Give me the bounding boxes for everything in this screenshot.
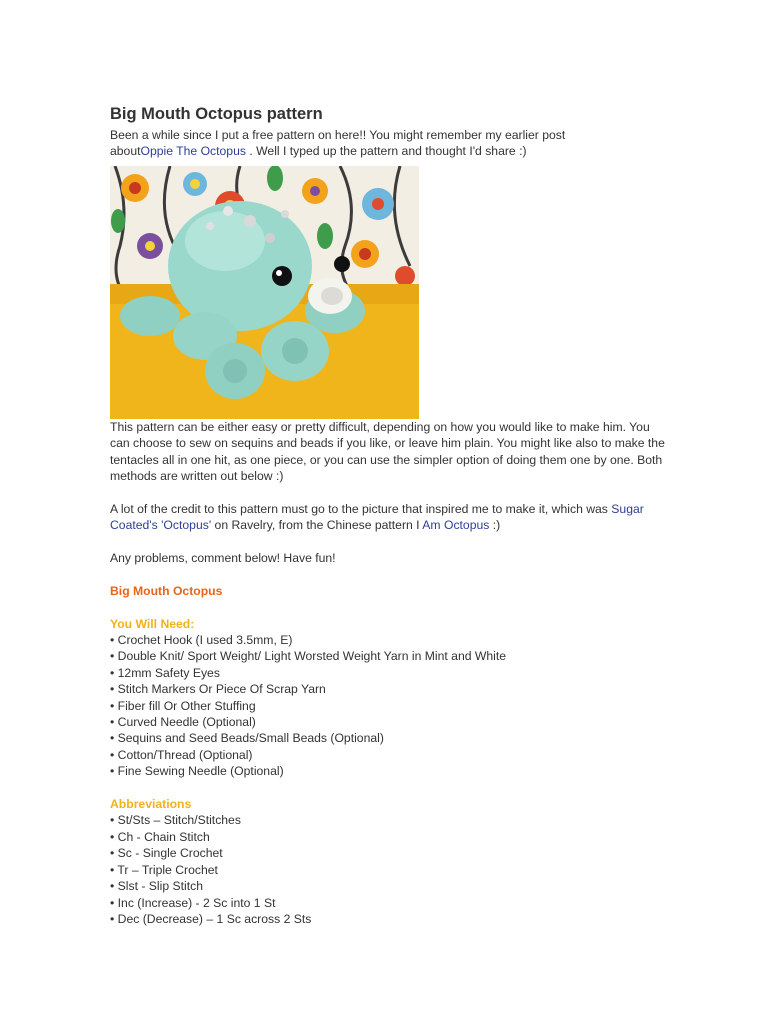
document-page bbox=[110, 104, 670, 927]
list-item: • Double Knit/ Sport Weight/ Light Worsted Weight Yarn in Mint and White bbox=[110, 649, 507, 664]
credits-text-2: on Ravelry, from the Chinese pattern I bbox=[211, 518, 423, 533]
list-item: • Cotton/Thread (Optional) bbox=[110, 747, 253, 762]
list-item: • Ch - Chain Stitch bbox=[110, 829, 210, 844]
list-item: • Fiber fill Or Other Stuffing bbox=[110, 698, 256, 713]
credits-paragraph bbox=[110, 501, 670, 534]
list-item: • Stitch Markers Or Piece Of Scrap Yarn bbox=[110, 682, 326, 697]
description-paragraph: This pattern can be either easy or pretty difficult, depending on how you would like to make him. You can choose to sew on sequins and beads if you like, or leave him plain. You might like also to make the tentacles all in one hit, as one piece, or you can use the simpler option of doing them one by one. Both methods are written out below :) bbox=[110, 419, 665, 484]
list-item: • Fine Sewing Needle (Optional) bbox=[110, 764, 284, 779]
list-item: • Tr – Triple Crochet bbox=[110, 862, 218, 877]
you-will-need-heading: You Will Need: bbox=[110, 616, 195, 631]
list-item: • 12mm Safety Eyes bbox=[110, 665, 220, 680]
list-item: • Dec (Decrease) – 1 Sc across 2 Sts bbox=[110, 911, 312, 926]
abbreviations-list bbox=[110, 812, 670, 927]
intro-line-2-prefix: about bbox=[110, 144, 141, 159]
comment-paragraph: Any problems, comment below! Have fun! bbox=[110, 551, 336, 566]
pattern-heading: Big Mouth Octopus bbox=[110, 583, 223, 598]
credits-text-1: A lot of the credit to this pattern must go to the picture that inspired me to make it, which was bbox=[110, 501, 612, 516]
list-item: • Inc (Increase) - 2 Sc into 1 St bbox=[110, 895, 276, 910]
post-title: Big Mouth Octopus pattern bbox=[110, 105, 323, 123]
octopus-photo bbox=[110, 166, 419, 419]
abbreviations-heading: Abbreviations bbox=[110, 797, 192, 812]
list-item: • Curved Needle (Optional) bbox=[110, 715, 256, 730]
materials-list bbox=[110, 632, 670, 780]
list-item: • Sequins and Seed Beads/Small Beads (Optional) bbox=[110, 731, 384, 746]
oppie-the-octopus-link[interactable]: Oppie The Octopus bbox=[140, 144, 246, 159]
intro-paragraph bbox=[110, 127, 670, 160]
list-item: • Sc - Single Crochet bbox=[110, 846, 223, 861]
am-octopus-link[interactable]: Am Octopus bbox=[422, 518, 490, 533]
sugar-coated-octopus-link[interactable]: Sugar Coated's 'Octopus' bbox=[110, 501, 644, 533]
list-item: • Crochet Hook (I used 3.5mm, E) bbox=[110, 633, 293, 648]
intro-line-1: Been a while since I put a free pattern on here!! You might remember my earlier post bbox=[110, 128, 566, 142]
list-item: • St/Sts – Stitch/Stitches bbox=[110, 813, 241, 828]
intro-line-2-suffix: . Well I typed up the pattern and thought I'd share :) bbox=[245, 144, 527, 159]
credits-text-3: :) bbox=[489, 518, 501, 533]
list-item: • Slst - Slip Stitch bbox=[110, 879, 203, 894]
